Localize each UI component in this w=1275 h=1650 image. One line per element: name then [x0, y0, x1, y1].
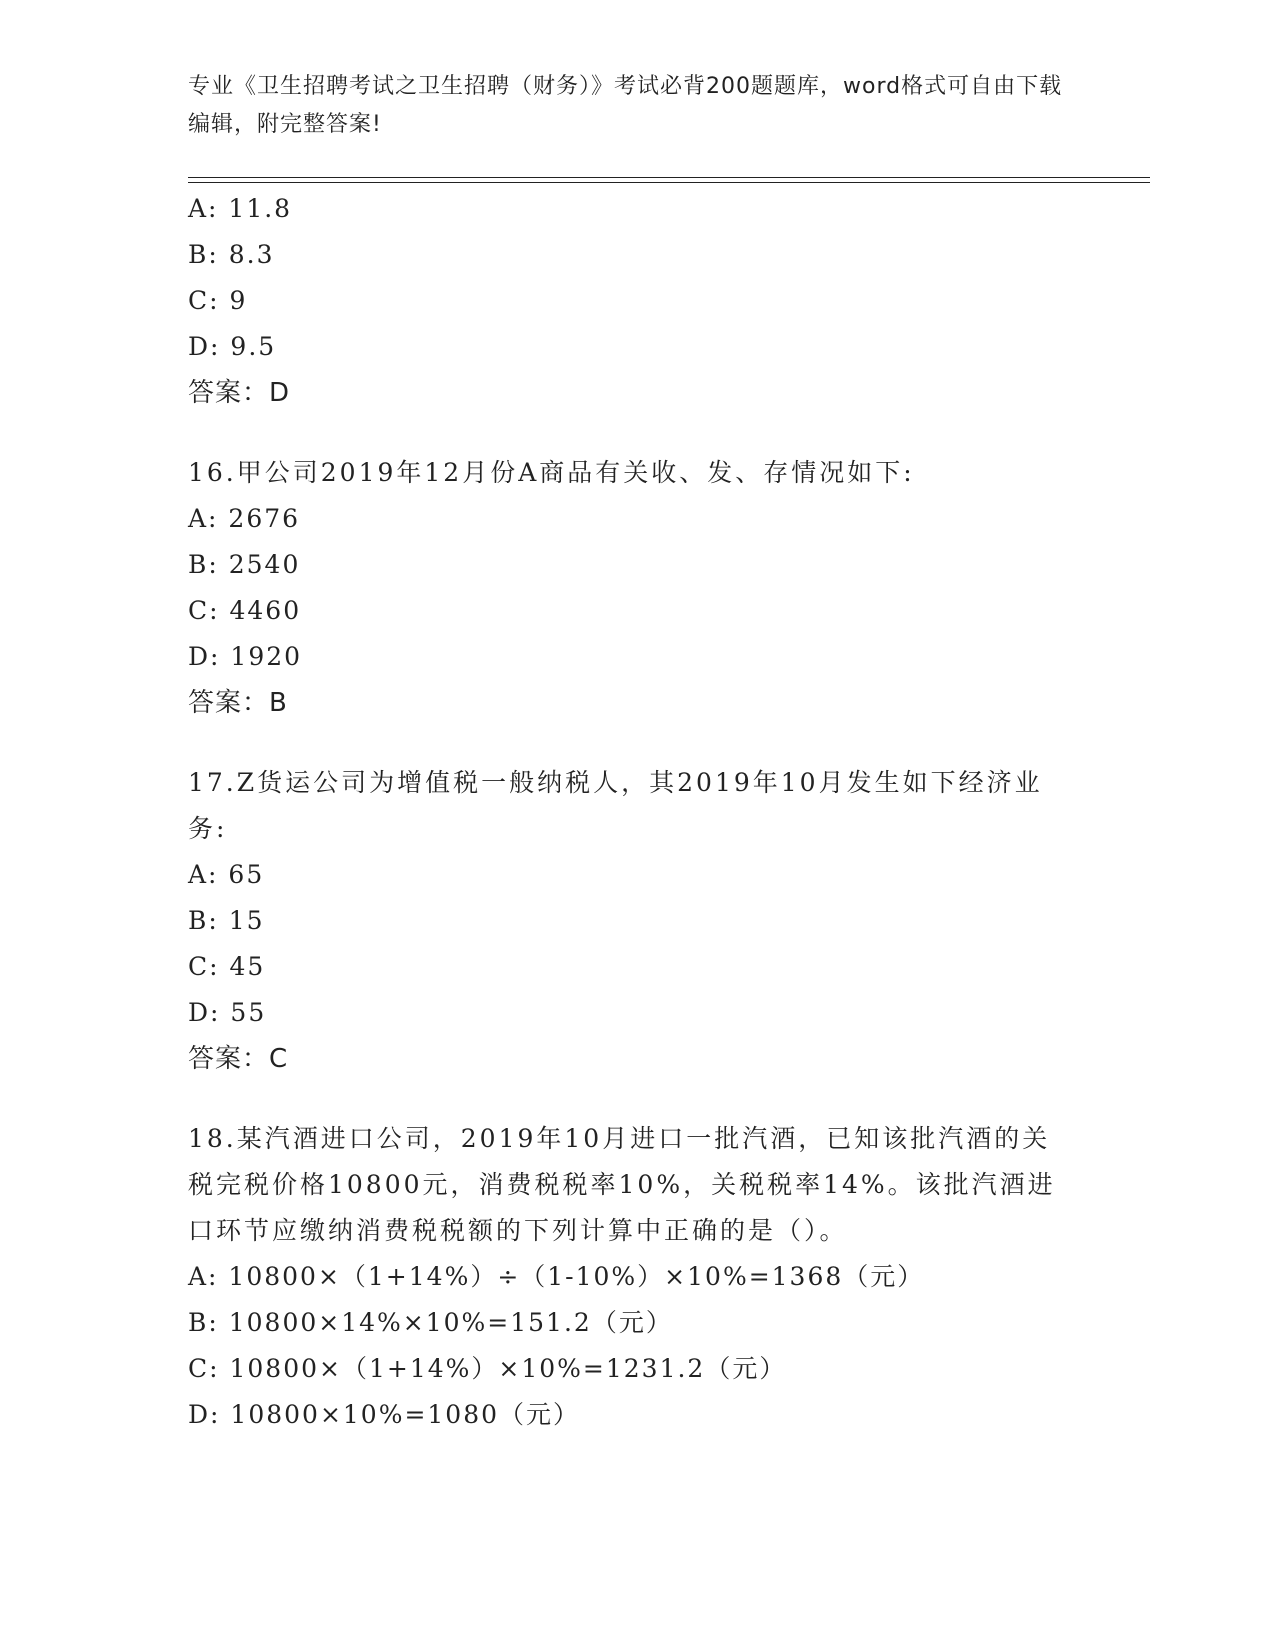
option-d: D: 10800×10%=1080（元） [188, 1400, 581, 1429]
question-18 [188, 1116, 1088, 1438]
answer: 答案：C [188, 1044, 289, 1074]
question-text: 18.某汽酒进口公司，2019年10月进口一批汽酒，已知该批汽酒的关税完税价格10800元，消费税税率10%，关税税率14%。该批汽酒进口环节应缴纳消费税税额的下列计算中正确的是（）。 [188, 1124, 1056, 1245]
option-d: D: 55 [188, 998, 267, 1027]
option-d: D: 1920 [188, 642, 303, 671]
option-b: B: 2540 [188, 550, 301, 579]
question-15 [188, 186, 1088, 416]
option-b: B: 8.3 [188, 240, 275, 269]
option-b: B: 10800×14%×10%=151.2（元） [188, 1308, 673, 1337]
question-17 [188, 760, 1088, 1082]
option-a: A: 11.8 [188, 194, 293, 223]
option-c: C: 9 [188, 286, 248, 315]
option-a: A: 2676 [188, 504, 301, 533]
document-header: 专业《卫生招聘考试之卫生招聘（财务）》考试必背200题题库，word格式可自由下载编辑，附完整答案! [188, 74, 1063, 137]
option-a: A: 65 [188, 860, 265, 889]
document-body [188, 186, 1088, 1438]
question-text: 16.甲公司2019年12月份A商品有关收、发、存情况如下: [188, 458, 915, 487]
question-text: 17.Z货运公司为增值税一般纳税人，其2019年10月发生如下经济业务: [188, 768, 1043, 843]
option-b: B: 15 [188, 906, 265, 935]
answer: 答案：D [188, 378, 291, 408]
header-divider-bottom [188, 182, 1150, 183]
question-16 [188, 450, 1088, 726]
option-a: A: 10800×（1+14%）÷（1-10%）×10%=1368（元） [188, 1262, 925, 1291]
option-c: C: 4460 [188, 596, 302, 625]
option-c: C: 10800×（1+14%）×10%=1231.2（元） [188, 1354, 787, 1383]
option-c: C: 45 [188, 952, 266, 981]
header-divider-top [188, 177, 1150, 178]
answer: 答案：B [188, 688, 288, 718]
option-d: D: 9.5 [188, 332, 277, 361]
